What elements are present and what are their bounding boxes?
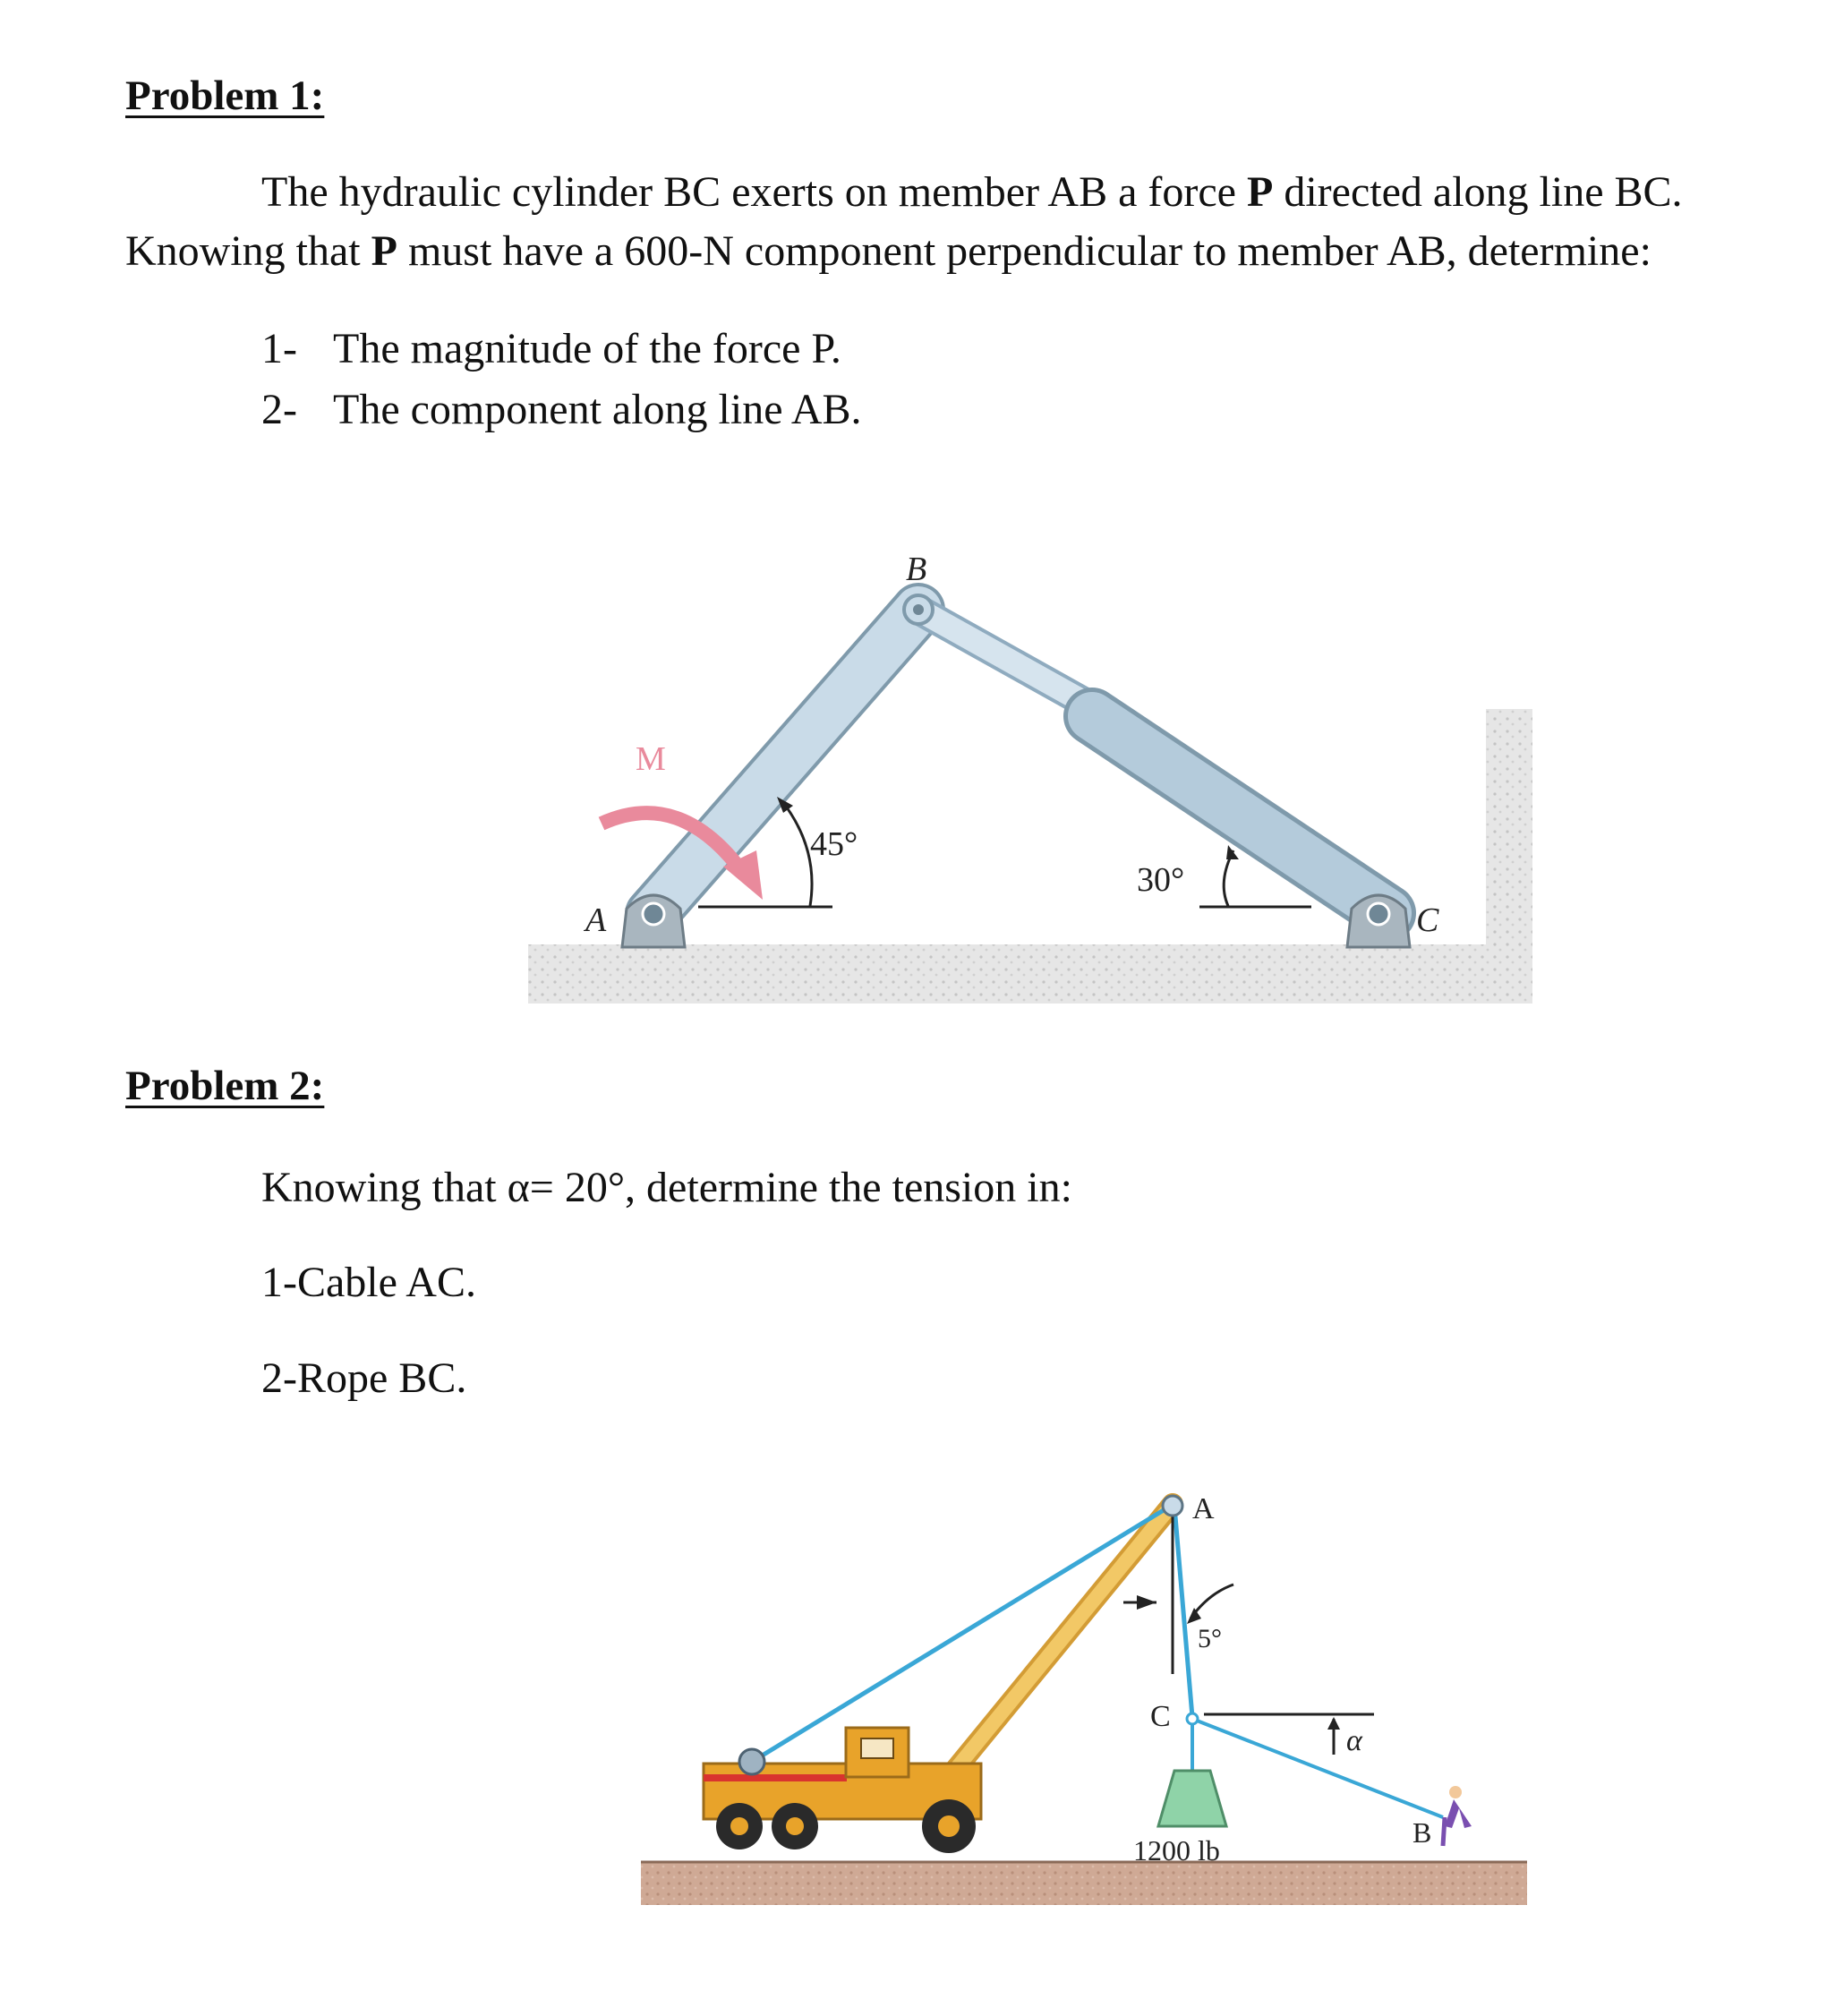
force-symbol-p: P: [1246, 168, 1274, 216]
pulley-a: [1163, 1496, 1182, 1516]
question-number: 1-: [261, 325, 297, 372]
label-b: B: [906, 551, 927, 588]
wheel-front-hub: [730, 1817, 748, 1835]
person-body: [1445, 1799, 1472, 1828]
label-angle-45: 45°: [810, 825, 858, 863]
label-b: B: [1413, 1816, 1432, 1849]
cable-ac: [1174, 1506, 1192, 1717]
label-a: A: [585, 901, 607, 939]
point-c: [1187, 1713, 1198, 1724]
truck-window: [861, 1738, 893, 1758]
weight-block: [1158, 1771, 1226, 1826]
wheel-middle-hub: [786, 1817, 804, 1835]
pin-c: [1368, 903, 1389, 925]
question-number: 2-: [261, 386, 297, 433]
truck-stripe: [704, 1774, 847, 1781]
wheel-rear-hub: [938, 1815, 960, 1837]
question-text: The magnitude of the force P.: [333, 325, 841, 372]
cable-truck-a: [752, 1506, 1171, 1762]
ground-strip: [641, 1862, 1527, 1905]
statement-text-2: directed along line BC. Knowing that: [125, 168, 1683, 275]
angle-arc-45: [784, 804, 812, 906]
wall-block: [1486, 709, 1532, 944]
angle-5-arrow-right: [1187, 1608, 1201, 1624]
question-text: The component along line AB.: [333, 386, 862, 433]
problem-2-statement: Knowing that α= 20°, determine the tension in:: [261, 1164, 1072, 1211]
label-angle-30: 30°: [1137, 861, 1185, 899]
label-a: A: [1192, 1492, 1215, 1525]
label-c: C: [1150, 1700, 1171, 1733]
pin-a: [643, 903, 664, 925]
member-ab-face: [652, 610, 918, 914]
problem-2-heading: Problem 2:: [125, 1063, 325, 1109]
rope-cb: [1192, 1719, 1443, 1817]
problem-2-question-1: 1-Cable AC.: [261, 1259, 476, 1306]
alpha-arrow-head: [1327, 1717, 1340, 1730]
person-head: [1449, 1786, 1462, 1798]
label-alpha: α: [1346, 1724, 1362, 1757]
ground-block: [528, 944, 1532, 1004]
label-m: M: [636, 740, 666, 778]
problem-1-heading: Problem 1:: [125, 73, 325, 119]
statement-text-3: must have a 600-N component perpendicular to member AB, determine:: [397, 227, 1652, 275]
force-symbol-p-2: P: [371, 227, 397, 275]
truck-winch: [739, 1749, 764, 1774]
pin-b-center: [913, 604, 924, 615]
crane-boom-face: [931, 1504, 1173, 1799]
figure-crane-cable: [0, 1468, 1835, 1969]
angle-arc-30-arrowhead: [1226, 845, 1239, 859]
statement-text-1: The hydraulic cylinder BC exerts on member AB a force: [261, 168, 1247, 216]
problem-2-question-2: 2-Rope BC.: [261, 1354, 467, 1402]
label-c: C: [1416, 901, 1439, 939]
label-angle-5: 5°: [1198, 1624, 1222, 1653]
person-arm: [1443, 1817, 1445, 1846]
label-load: 1200 lb: [1133, 1834, 1220, 1867]
person-b: [1443, 1786, 1472, 1846]
